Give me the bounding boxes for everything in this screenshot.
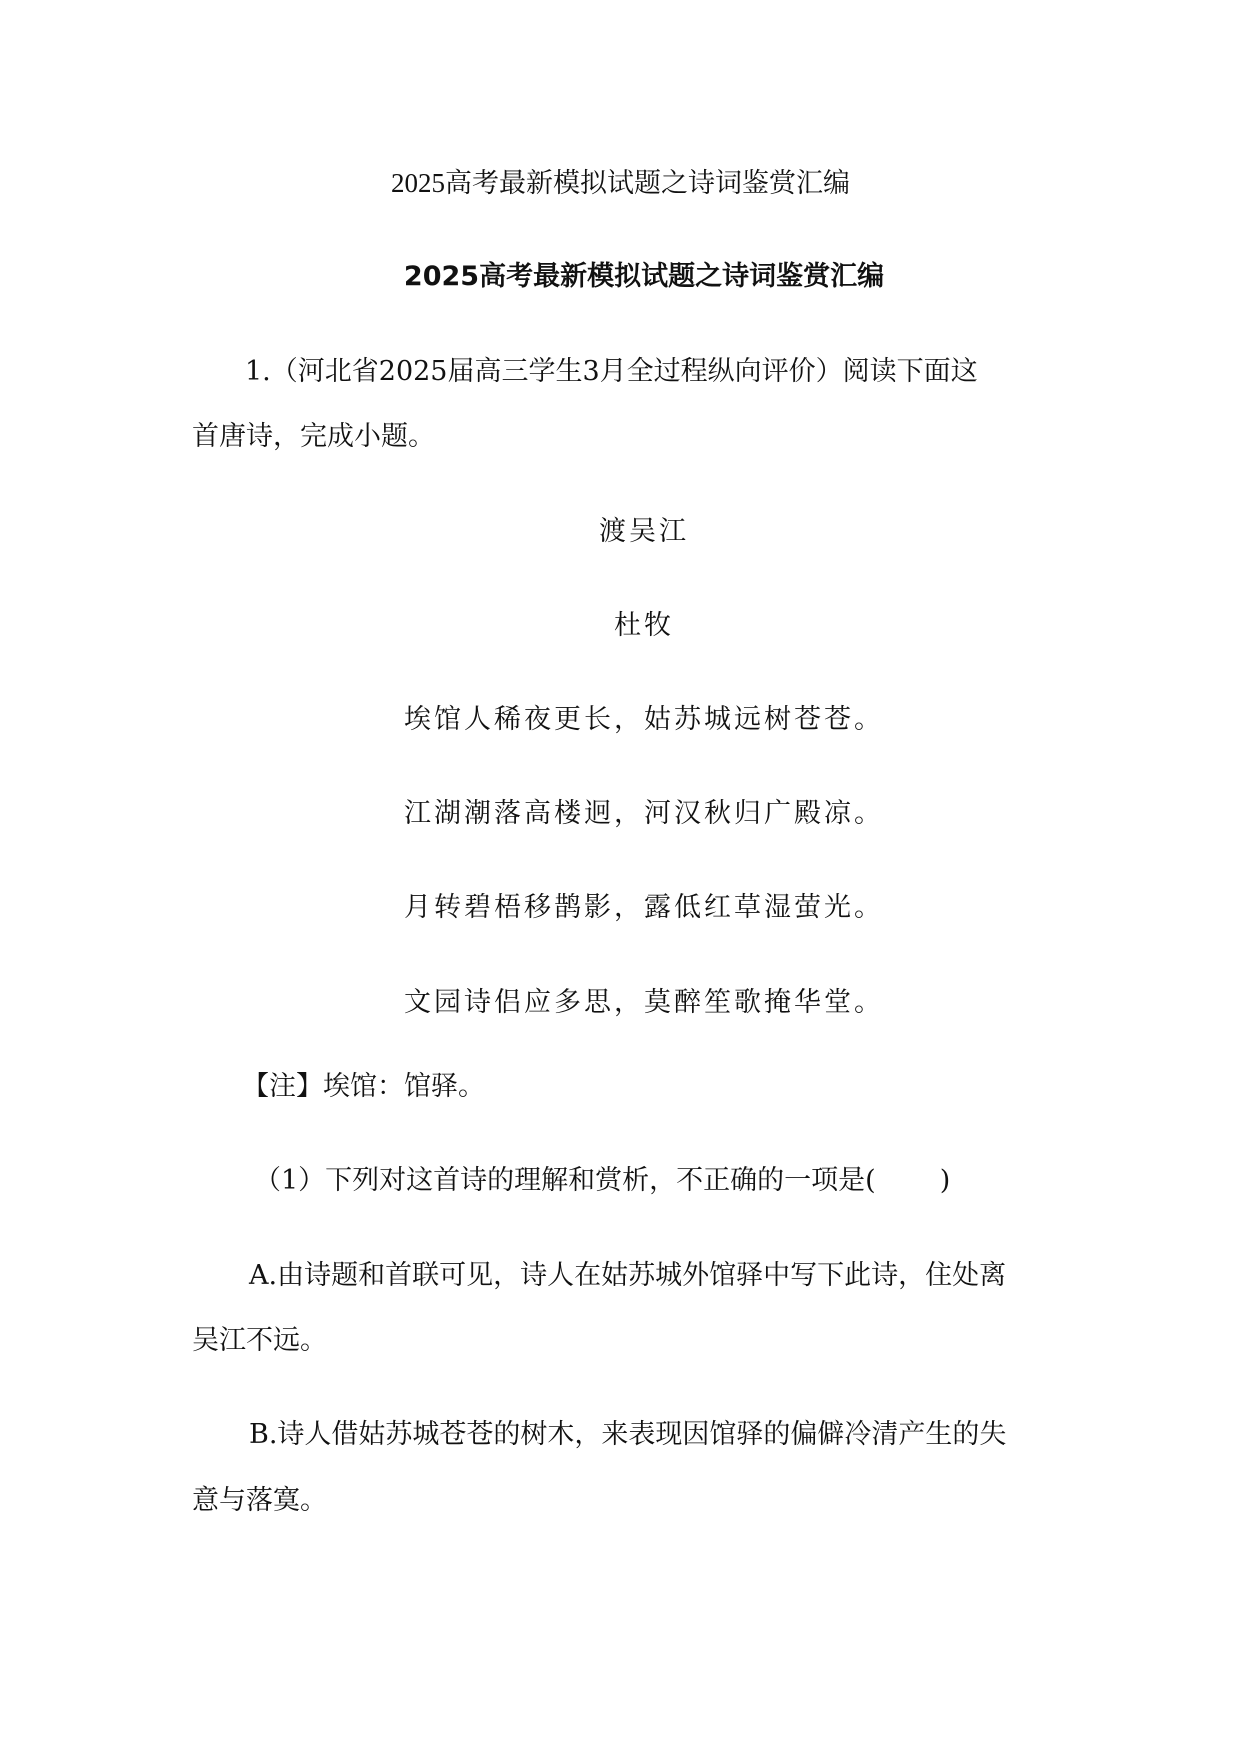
poem-line: 江湖潮落高楼迥，河汉秋归广殿凉。 (404, 798, 884, 829)
poem-note: 【注】埃馆：馆驿。 (242, 1071, 485, 1102)
option-b-line-2: 意与落寞。 (192, 1485, 327, 1516)
option-b-line-1: B.诗人借姑苏城苍苍的树木，来表现因馆驿的偏僻冷清产生的失 (249, 1419, 1007, 1450)
sub-question (254, 1164, 950, 1198)
sub-question-text: （1）下列对这首诗的理解和赏析，不正确的一项是( (254, 1165, 876, 1196)
poem-author: 杜牧 (614, 610, 674, 641)
poem-line: 月转碧梧移鹊影，露低红草湿萤光。 (404, 892, 884, 923)
poem-line: 文园诗侣应多思，莫醉笙歌掩华堂。 (404, 987, 884, 1018)
question-intro-line-1: 1.（河北省2025届高三学生3月全过程纵向评价）阅读下面这 (245, 356, 978, 387)
option-a-line-2: 吴江不远。 (192, 1325, 327, 1356)
option-a-line-1: A.由诗题和首联可见，诗人在姑苏城外馆驿中写下此诗，住处离 (249, 1260, 1007, 1291)
sub-question-close: ) (939, 1165, 951, 1196)
poem-line: 埃馆人稀夜更长，姑苏城远树苍苍。 (404, 704, 884, 735)
document-main-title: 2025高考最新模拟试题之诗词鉴赏汇编 (403, 261, 885, 292)
document-header-title: 2025高考最新模拟试题之诗词鉴赏汇编 (391, 168, 850, 198)
poem-title: 渡吴江 (599, 516, 689, 547)
question-intro-line-2: 首唐诗，完成小题。 (192, 421, 435, 452)
